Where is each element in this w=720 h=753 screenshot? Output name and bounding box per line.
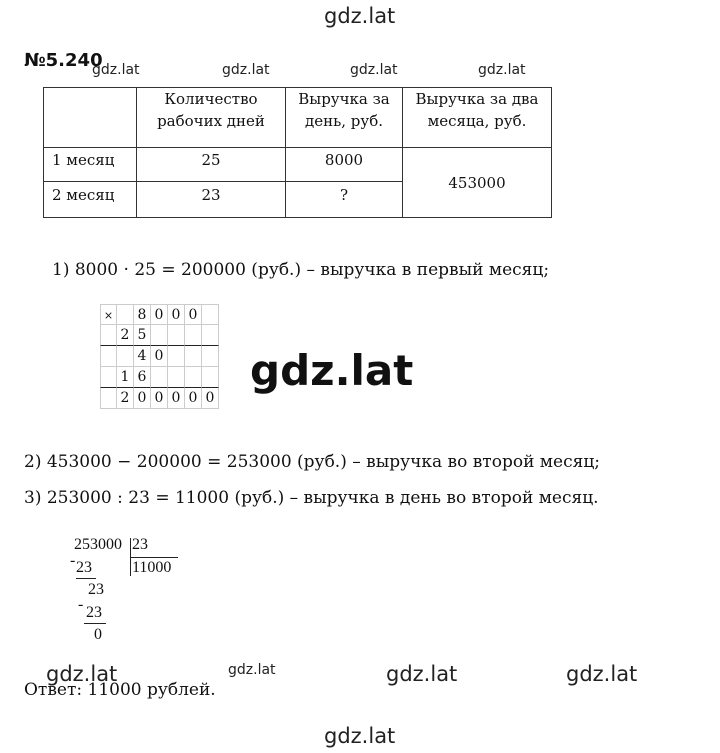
grid-cell: 0 <box>151 346 168 367</box>
grid-row <box>100 388 219 409</box>
watermark-bottom-row: gdz.lat <box>566 662 638 686</box>
remainder-2: 0 <box>94 626 102 643</box>
solution-step-2: 2) 453000 − 200000 = 253000 (руб.) – выручка во второй месяц; <box>24 452 600 472</box>
grid-row <box>100 325 219 346</box>
watermark-bottom-row: gdz.lat <box>386 662 458 686</box>
header-line: день, руб. <box>304 112 384 130</box>
grid-cell: 6 <box>134 367 151 388</box>
grid-cell <box>202 367 219 388</box>
minus-sign: - <box>70 552 76 569</box>
subtraction-line <box>84 623 106 624</box>
table-header-total <box>403 88 552 148</box>
grid-cell <box>202 304 219 325</box>
grid-row <box>100 367 219 388</box>
table-row <box>44 148 552 182</box>
row-label: 2 месяц <box>44 182 137 218</box>
grid-cell <box>202 325 219 346</box>
grid-cell: 0 <box>134 388 151 409</box>
subtraction-line <box>76 578 96 579</box>
watermark-small: gdz.lat <box>350 62 398 78</box>
grid-cell: 2 <box>117 325 134 346</box>
remainder-1: 23 <box>88 581 104 598</box>
grid-cell <box>151 325 168 346</box>
minus-sign: - <box>78 596 84 613</box>
multiplication-grid <box>100 304 219 409</box>
task-number: №5.240 <box>24 50 103 71</box>
header-line: Количество <box>164 90 258 108</box>
watermark-small: gdz.lat <box>478 62 526 78</box>
watermark-large: gdz.lat <box>250 346 414 395</box>
answer: Ответ: 11000 рублей. <box>24 680 216 700</box>
solution-step-1: 1) 8000 · 25 = 200000 (руб.) – выручка в первый месяц; <box>52 260 550 280</box>
table-header-row <box>44 88 552 148</box>
grid-cell <box>185 367 202 388</box>
row-per-day: 8000 <box>286 148 403 182</box>
grid-row <box>100 304 219 325</box>
grid-cell: 0 <box>185 304 202 325</box>
grid-cell <box>168 367 185 388</box>
watermark-bottom-row: gdz.lat <box>46 662 118 686</box>
total-cell: 453000 <box>403 148 552 218</box>
grid-cell <box>202 346 219 367</box>
watermark-small: gdz.lat <box>92 62 140 78</box>
grid-cell <box>100 367 117 388</box>
table-header-days <box>137 88 286 148</box>
divisor: 23 <box>132 536 148 553</box>
grid-cell <box>117 304 134 325</box>
grid-cell <box>185 346 202 367</box>
header-line: Выручка за <box>298 90 390 108</box>
grid-cell <box>100 346 117 367</box>
grid-cell <box>100 325 117 346</box>
dividend: 253000 <box>74 536 122 553</box>
quotient: 11000 <box>132 559 172 576</box>
row-per-day: ? <box>286 182 403 218</box>
row-days: 25 <box>137 148 286 182</box>
grid-cell: 8 <box>134 304 151 325</box>
subtrahend-2: 23 <box>86 604 102 621</box>
grid-cell: 0 <box>168 304 185 325</box>
grid-cell: 0 <box>151 304 168 325</box>
grid-cell <box>185 325 202 346</box>
row-days: 23 <box>137 182 286 218</box>
watermark-small: gdz.lat <box>222 62 270 78</box>
grid-cell: 0 <box>202 388 219 409</box>
grid-cell <box>100 388 117 409</box>
division-horizontal-line <box>130 557 178 558</box>
header-line: рабочих дней <box>157 112 265 130</box>
solution-step-3: 3) 253000 : 23 = 11000 (руб.) – выручка в день во второй месяц. <box>24 488 599 508</box>
grid-cell <box>168 325 185 346</box>
subtrahend-1: 23 <box>76 559 92 576</box>
grid-cell: 4 <box>134 346 151 367</box>
watermark-small: gdz.lat <box>228 662 276 678</box>
table-header-per-day <box>286 88 403 148</box>
row-label: 1 месяц <box>44 148 137 182</box>
grid-cell: 0 <box>151 388 168 409</box>
grid-cell: 5 <box>134 325 151 346</box>
grid-cell: 0 <box>185 388 202 409</box>
table-header-empty <box>44 88 137 148</box>
header-line: Выручка за два <box>415 90 539 108</box>
grid-cell <box>168 346 185 367</box>
header-line: месяца, руб. <box>427 112 527 130</box>
watermark-top: gdz.lat <box>324 4 396 28</box>
grid-cell: 1 <box>117 367 134 388</box>
grid-row <box>100 346 219 367</box>
multiply-sign: × <box>100 304 117 325</box>
grid-cell <box>151 367 168 388</box>
grid-cell <box>117 346 134 367</box>
long-division <box>70 536 194 648</box>
watermark-bottom: gdz.lat <box>324 724 396 748</box>
grid-cell: 2 <box>117 388 134 409</box>
data-table <box>43 87 552 218</box>
grid-cell: 0 <box>168 388 185 409</box>
